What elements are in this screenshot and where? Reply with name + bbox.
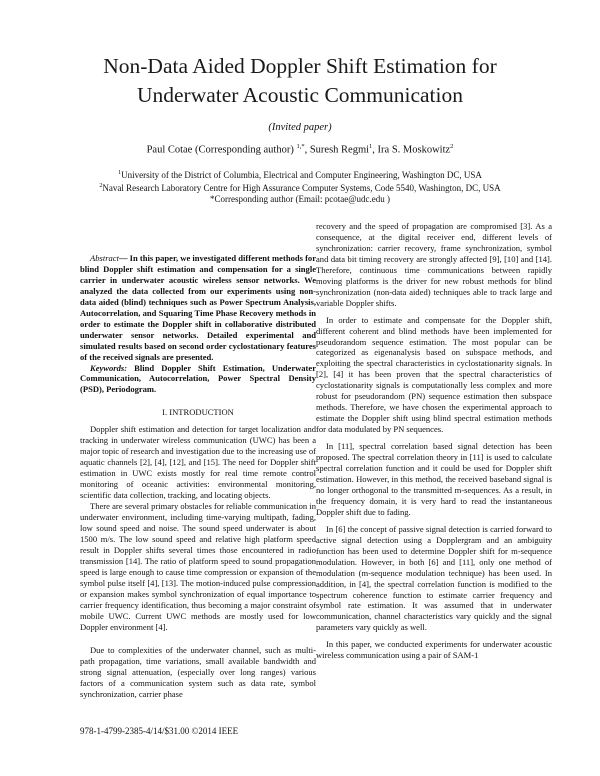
abstract-text: — In this paper, we investigated different methods for blind Doppler shift estimation and compensation for a single carrier in underwater acoustic wireless sensor networks. We analyzed the data collected from our experiments using non-data aided (blind) techniques such as Power Spectrum Analysis, Autocorrelation, and Squaring Time Phase Recovery methods in order to estimate the Doppler shift in collaborative distributed underwater sensor networks. Detailed experimental and simulated results based on second order cyclostationary features of the received signals are presented. [80, 253, 316, 362]
section-heading-introduction: I. INTRODUCTION [162, 407, 234, 418]
author-3-sup: 2 [450, 143, 454, 150]
keywords [80, 363, 316, 396]
author-list: Paul Cotae (Corresponding author) $^{1,*}$, Suresh Regmi$^1$, Ira S. Moskowitz$^2$ [146, 143, 454, 156]
author-2: Suresh Regmi [309, 144, 370, 156]
copyright-footer: 978-1-4799-2385-4/14/$31.00 ©2014 IEEE [80, 726, 239, 736]
paper-title [40, 52, 560, 110]
author-3: Ira S. Moskowitz [377, 144, 451, 156]
title-line-2: Underwater Acoustic Communication [136, 83, 463, 107]
keywords-label: Keywords: [90, 362, 128, 373]
body-paragraph: There are several primary obstacles for reliable communication in underwater environment, including time-varying multipath, fading, low sound speed and noise. The sound speed underwater is about 1500 m/s. The low sound speed and relative high platform speed result in Doppler shifts several times those encountered in radio transmission [14]. The ratio of platform speed to sound propagation speed is large enough to cause time compression or expansion of the symbol pulse itself [4], [13]. The motion-induced pulse compression or expansion makes symbol synchronization of equal importance to carrier frequency identification, thus becoming a major constraint of mobile UWC. Current UWC methods are mostly used for low Doppler environment [4]. [80, 501, 316, 632]
body-paragraph: Due to complexities of the underwater channel, such as multi-path propagation, time variations, small available bandwidth and strong signal attenuation, (especially over long ranges) various factors of a communication system such as data rate, symbol synchronization, carrier phase [80, 645, 316, 700]
invited-paper-note: (Invited paper) [268, 122, 332, 133]
body-paragraph: In [6] the concept of passive signal detection is carried forward to active signal detection using a Dopplergram and an ambiguity function has been used to determine Doppler shift for m-sequence modulation. However, in both [6] and [11], only one method of modulation (m-sequence modulation technique) has been used. In addition, in [4], the spectral correlation function is modified to the spectrum coherence function to estimate carrier frequency and symbol rate estimation. It was assumed that in underwater communication, channel characteristics vary quickly and the signal parameters vary quickly as well. [316, 523, 552, 633]
abstract [80, 253, 316, 363]
body-paragraph: Doppler shift estimation and detection for target localization and tracking in underwater wireless communication (UWC) has been a major topic of research and investigation due to the increasing use of aquatic channels [2], [4], [12], and [15]. The need for Doppler shift estimation in UWC exists mostly for real time remote control monitoring of oceanic activities: environmental monitoring, scientific data collection, tracking, and locating objects. [80, 424, 316, 501]
author-1: Paul Cotae (Corresponding author) [146, 144, 294, 156]
author-2-sup: 1 [369, 143, 373, 150]
title-line-1: Non-Data Aided Doppler Shift Estimation for [103, 54, 497, 78]
author-1-sup: 1,* [296, 143, 305, 150]
affiliation-2: $^2$Naval Research Laboratory Centre for High Assurance Computer Systems, Code 5540, Washington, DC, USA [99, 183, 501, 193]
body-paragraph: In order to estimate and compensate for the Doppler shift, different coherent and blind methods have been implemented for pseudorandom sequence estimation. The most popular can be categorized as eigenanalysis based on subspace methods, and exploiting the spectral characteristics in cyclostationarity signals. In [2], [4] it has been proven that the spectral characteristics of cyclostationarity signals is computationally less complex and more robust for pseudorandom (PN) sequence estimation then subspace methods. Therefore, we have chosen the experimental approach to estimate the Doppler shift using blind spectral estimation methods for data modulated by PN sequences. [316, 314, 552, 435]
affiliation-1: $^1$University of the District of Columbia, Electrical and Computer Engineering, Washington DC, USA [118, 170, 482, 180]
body-paragraph: In [11], spectral correlation based signal detection has been proposed. The spectral correlation theory in [11] is used to calculate spectral correlation function and it could be used for Doppler shift estimation. However, in this method, the received baseband signal is no longer orthogonal to the transmitted m-sequences. As a result, in the frequency domain, it is very hard to read the instantaneous Doppler shift due to fading. [316, 441, 552, 517]
keywords-text: Blind Doppler Shift Estimation, Underwater Communication, Autocorrelation, Power Spectral Density (PSD), Periodogram. [80, 362, 316, 395]
right-column [316, 221, 552, 661]
corresponding-author-email: *Corresponding author (Email: pcotae@udc.edu ) [210, 194, 390, 204]
left-column [80, 253, 316, 700]
body-paragraph: recovery and the speed of propagation are compromised [3]. As a consequence, at the digital receiver end, different levels of synchronization: carrier recovery, frame synchronization, symbol and data bit timing recovery are strongly affected [9], [10] and [14]. Therefore, continuous time communications between rapidly moving platforms is the driver for new robust methods for blind synchronization (non-data aided) techniques able to track large and variable Doppler shifts. [316, 221, 552, 308]
body-paragraph: In this paper, we conducted experiments for underwater acoustic wireless communication using a pair of SAM-1 [316, 639, 552, 661]
abstract-label: Abstract [90, 253, 119, 263]
